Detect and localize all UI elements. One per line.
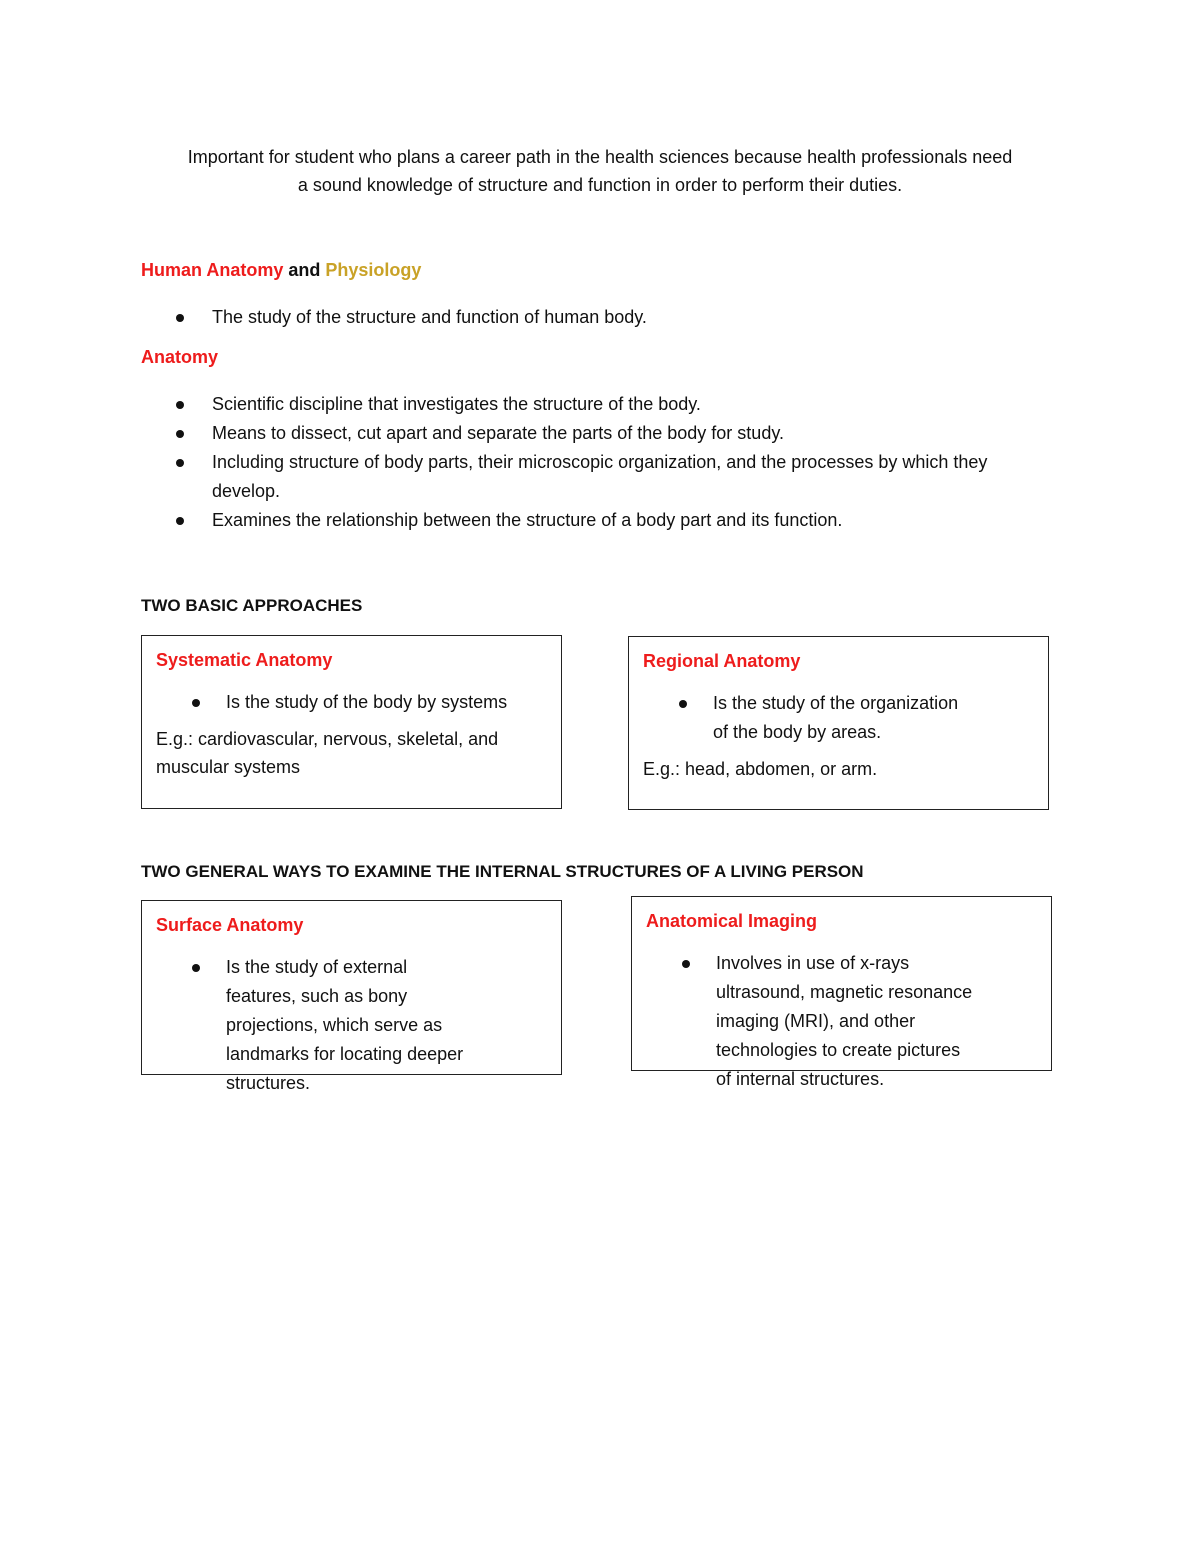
bullet-icon	[176, 430, 184, 438]
list-item-text: Is the study of the organization of the body by areas.	[713, 693, 959, 742]
human-anatomy-list	[0, 303, 1052, 332]
heading-part-physiology: Physiology	[325, 260, 422, 280]
list-item	[0, 390, 1052, 419]
list-item	[156, 953, 547, 1098]
heading-part-human-anatomy: Human Anatomy	[141, 260, 284, 280]
systematic-anatomy-box	[141, 635, 562, 809]
box-title: Anatomical Imaging	[646, 911, 818, 931]
list-item-text: Examines the relationship between the structure of a body part and its function.	[212, 510, 843, 530]
bullet-icon	[176, 459, 184, 467]
intro-paragraph	[140, 143, 1060, 199]
box-list	[646, 949, 1037, 1094]
bullet-icon	[176, 314, 184, 322]
box-example: E.g.: cardiovascular, nervous, skeletal, and muscular systems	[156, 729, 499, 777]
section-title-basic-approaches: TWO BASIC APPROACHES	[141, 596, 363, 615]
box-example: E.g.: head, abdomen, or arm.	[643, 759, 878, 779]
list-item-text: Involves in use of x-rays ultrasound, magnetic resonance imaging (MRI), and other technologies to create pictures of internal structures.	[716, 953, 973, 1089]
list-item	[0, 506, 1052, 535]
list-item-text: The study of the structure and function of human body.	[212, 307, 647, 327]
box-title: Surface Anatomy	[156, 915, 304, 935]
heading-human-anatomy-physiology	[141, 260, 421, 281]
anatomical-imaging-box	[631, 896, 1052, 1089]
intro-line-1: Important for student who plans a career path in the health sciences because health professionals need	[187, 147, 1013, 167]
list-item	[643, 689, 1034, 747]
bullet-icon	[192, 964, 200, 972]
box-list	[643, 689, 1034, 747]
list-item-text: Is the study of external features, such as bony projections, which serve as landmarks for locating deeper structures.	[226, 957, 464, 1093]
bullet-icon	[176, 401, 184, 409]
box-title: Regional Anatomy	[643, 651, 801, 671]
list-item	[0, 303, 1052, 332]
bullet-icon	[679, 700, 687, 708]
regional-anatomy-box	[628, 636, 1049, 810]
list-item	[646, 949, 1037, 1094]
anatomy-list	[0, 390, 1052, 535]
section-title-general-ways: TWO GENERAL WAYS TO EXAMINE THE INTERNAL STRUCTURES OF A LIVING PERSON	[141, 862, 864, 881]
bullet-icon	[192, 699, 200, 707]
list-item	[0, 448, 1052, 506]
list-item-text: Including structure of body parts, their microscopic organization, and the processes by which they develop.	[212, 452, 988, 501]
bullet-icon	[176, 517, 184, 525]
surface-anatomy-box	[141, 900, 562, 1093]
list-item-text: Scientific discipline that investigates the structure of the body.	[212, 394, 701, 414]
bullet-icon	[682, 960, 690, 968]
heading-part-and: and	[283, 260, 326, 280]
list-item-text: Means to dissect, cut apart and separate the parts of the body for study.	[212, 423, 784, 443]
intro-line-2: a sound knowledge of structure and function in order to perform their duties.	[297, 175, 903, 195]
box-list	[156, 953, 547, 1098]
heading-anatomy: Anatomy	[141, 347, 219, 367]
list-item	[0, 419, 1052, 448]
box-list	[156, 688, 547, 717]
list-item-text: Is the study of the body by systems	[226, 692, 508, 712]
box-title: Systematic Anatomy	[156, 650, 333, 670]
list-item	[156, 688, 547, 717]
